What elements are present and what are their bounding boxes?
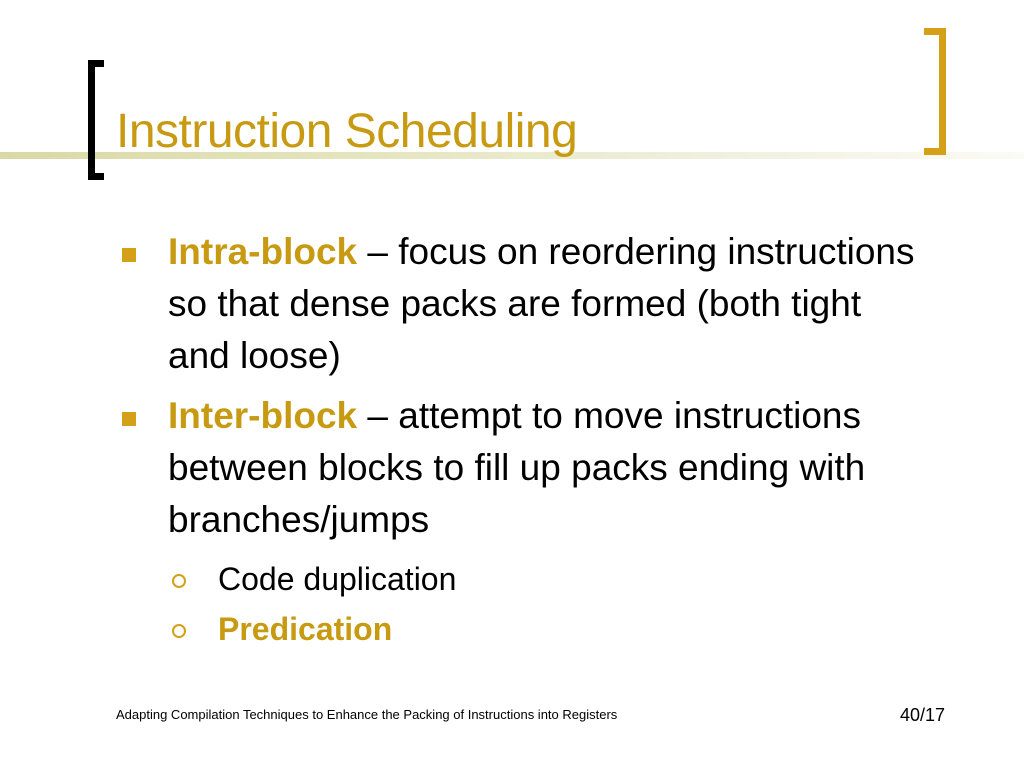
sub-bullet-item bbox=[116, 604, 916, 654]
slide-footer: Adapting Compilation Techniques to Enhance the Packing of Instructions into Registers bbox=[116, 707, 618, 722]
page-number: 40/17 bbox=[900, 705, 946, 725]
sub-bullet-text: Code duplication bbox=[218, 561, 457, 597]
left-bracket-decoration bbox=[88, 60, 104, 180]
sub-bullet-item bbox=[116, 554, 916, 604]
right-bracket-decoration bbox=[924, 28, 946, 155]
slide-title: Instruction Scheduling bbox=[116, 105, 578, 158]
hollow-circle-bullet-icon bbox=[172, 574, 186, 588]
bullet-text: – focus on reordering instructions so that dense packs are formed (both tight and loose) bbox=[168, 231, 915, 376]
hollow-circle-bullet-icon bbox=[172, 624, 186, 638]
bullet-item bbox=[116, 390, 916, 546]
square-bullet-icon bbox=[122, 412, 136, 426]
bullet-term: Intra-block bbox=[168, 231, 358, 272]
slide-content bbox=[116, 226, 916, 654]
bullet-text: – attempt to move instructions between blocks to fill up packs ending with branches/jumps bbox=[168, 395, 866, 540]
square-bullet-icon bbox=[122, 248, 136, 262]
bullet-term: Inter-block bbox=[168, 395, 358, 436]
bullet-item bbox=[116, 226, 916, 382]
sub-bullet-text: Predication bbox=[218, 611, 393, 647]
